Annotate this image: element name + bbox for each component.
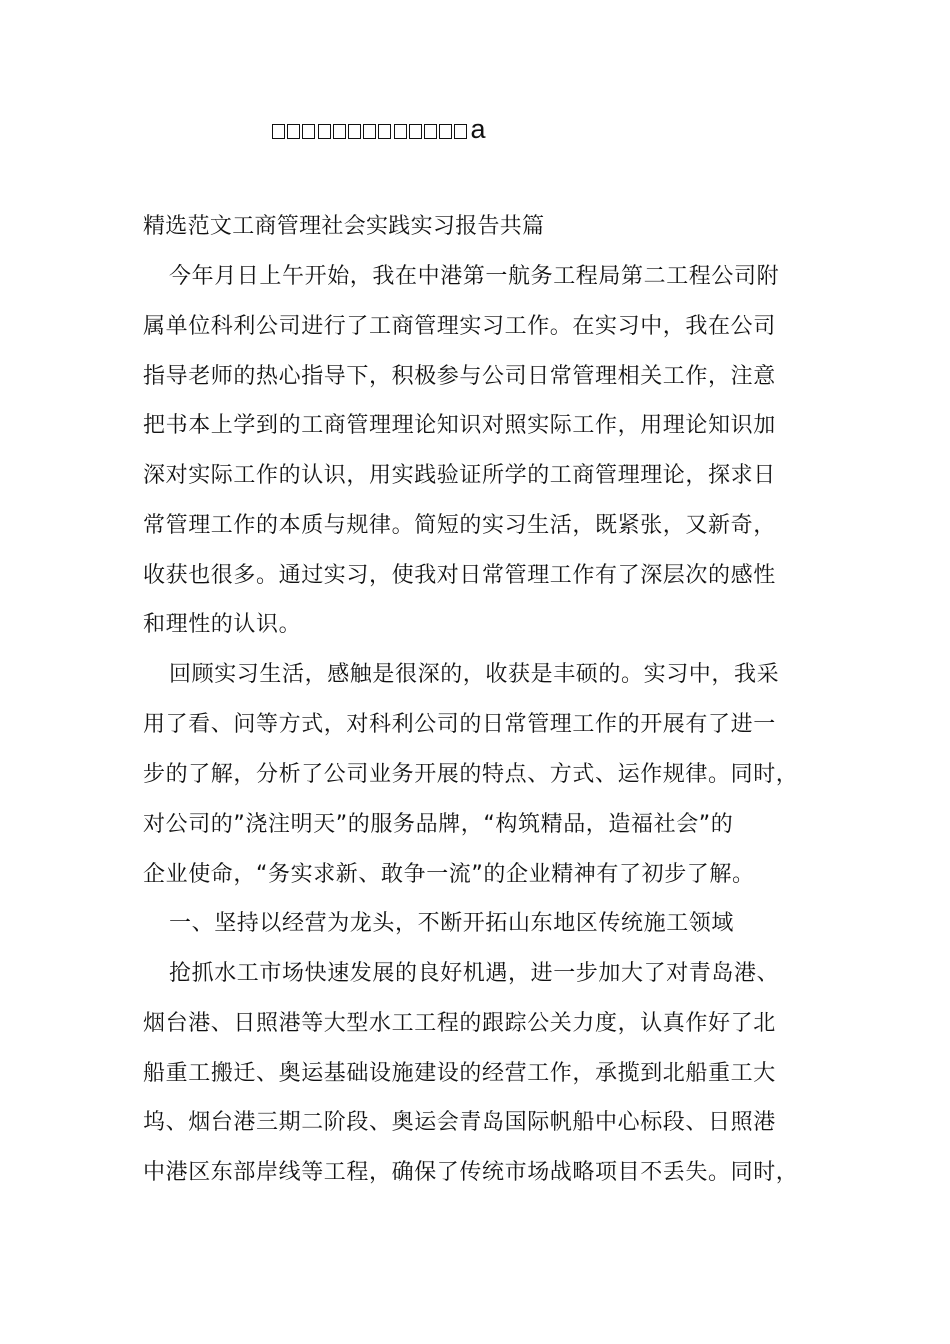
section-heading: 一、坚持以经营为龙头，不断开拓山东地区传统施工领域 bbox=[169, 911, 735, 936]
text-line: 用了看、问等方式，对科利公司的日常管理工作的开展有了进一 bbox=[143, 712, 776, 737]
text-line: 回顾实习生活，感触是很深的，收获是丰硕的。实习中，我采 bbox=[169, 662, 780, 687]
text-line: 常管理工作的本质与规律。简短的实习生活，既紧张，又新奇， bbox=[143, 513, 776, 538]
text-line: 和理性的认识。 bbox=[143, 612, 302, 637]
text-line: 企业使命，“务实求新、敢争一流”的企业精神有了初步了解。 bbox=[143, 862, 755, 887]
text-line: 指导老师的热心指导下，积极参与公司日常管理相关工作，注意 bbox=[143, 364, 776, 389]
missing-glyph-icon bbox=[302, 124, 315, 139]
missing-glyph-icon bbox=[424, 124, 437, 139]
text-line: 船重工搬迁、奥运基础设施建设的经营工作，承揽到北船重工大 bbox=[143, 1061, 776, 1086]
text-line: 烟台港、日照港等大型水工工程的跟踪公关力度，认真作好了北 bbox=[143, 1011, 776, 1036]
text-line: 收获也很多。通过实习，使我对日常管理工作有了深层次的感性 bbox=[143, 563, 776, 588]
document-header bbox=[272, 113, 486, 146]
header-tail-text: a bbox=[470, 113, 486, 144]
missing-glyph-icon bbox=[409, 124, 422, 139]
text-line: 今年月日上午开始，我在中港第一航务工程局第二工程公司附 bbox=[169, 264, 780, 289]
missing-glyph-icon bbox=[439, 124, 452, 139]
text-line: 把书本上学到的工商管理理论知识对照实际工作，用理论知识加 bbox=[143, 413, 776, 438]
missing-glyph-icon bbox=[287, 124, 300, 139]
text-line: 深对实际工作的认识，用实践验证所学的工商管理理论，探求日 bbox=[143, 463, 776, 488]
missing-glyph-icon bbox=[348, 124, 361, 139]
missing-glyph-icon bbox=[333, 124, 346, 139]
missing-glyph-icon bbox=[272, 124, 285, 139]
missing-glyph-icon bbox=[454, 124, 467, 139]
missing-glyph-icon bbox=[378, 124, 391, 139]
missing-glyph-icon bbox=[318, 124, 331, 139]
missing-glyph-icon bbox=[363, 124, 376, 139]
missing-glyph-icon bbox=[394, 124, 407, 139]
text-line: 属单位科利公司进行了工商管理实习工作。在实习中，我在公司 bbox=[143, 314, 776, 339]
text-line: 中港区东部岸线等工程，确保了传统市场战略项目不丢失。同时， bbox=[143, 1160, 799, 1185]
text-line: 对公司的”浇注明天”的服务品牌，“构筑精品，造福社会”的 bbox=[143, 812, 734, 837]
document-title: 精选范文工商管理社会实践实习报告共篇 bbox=[143, 214, 545, 239]
text-line: 坞、烟台港三期二阶段、奥运会青岛国际帆船中心标段、日照港 bbox=[143, 1110, 776, 1135]
text-line: 步的了解，分析了公司业务开展的特点、方式、运作规律。同时， bbox=[143, 762, 799, 787]
text-line: 抢抓水工市场快速发展的良好机遇，进一步加大了对青岛港、 bbox=[169, 961, 780, 986]
